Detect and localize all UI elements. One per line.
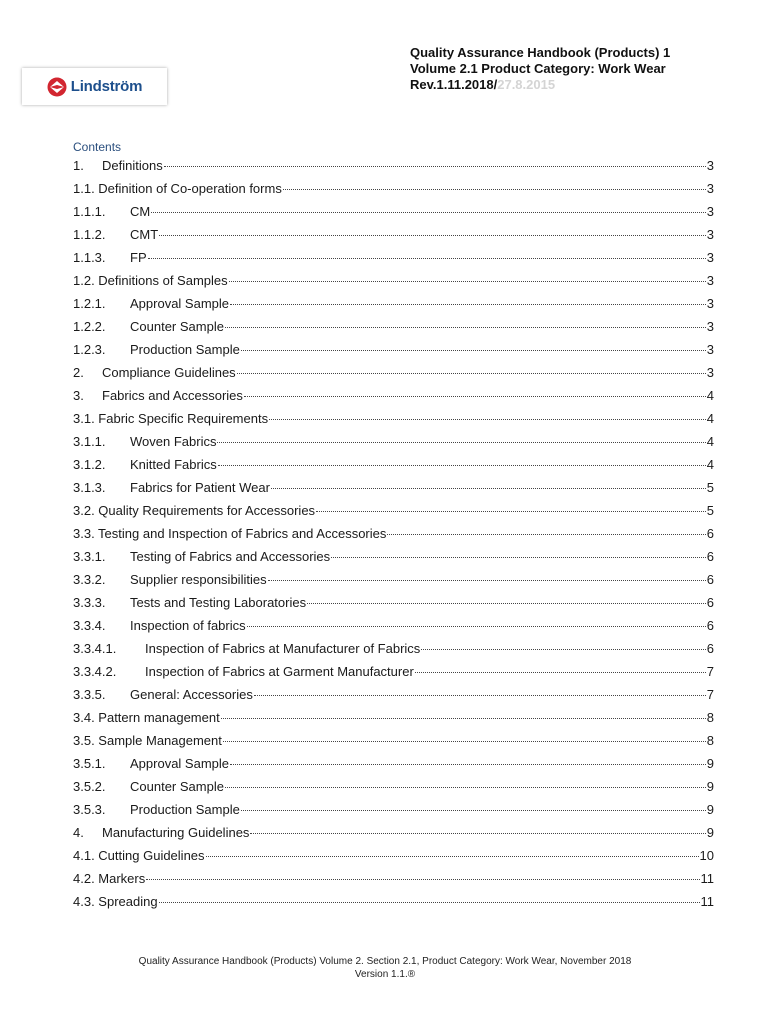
- toc-entry-title: Compliance Guidelines: [102, 365, 236, 380]
- toc-entry-title: Fabrics for Patient Wear: [130, 480, 270, 495]
- revision: Rev.1.11.2018/: [410, 77, 498, 92]
- toc-entry-page: 11: [700, 894, 714, 909]
- toc-entry[interactable]: [73, 315, 714, 338]
- toc-entry[interactable]: [73, 752, 714, 775]
- toc-entry-title: 4.1. Cutting Guidelines: [73, 848, 205, 863]
- toc-entry[interactable]: [73, 407, 714, 430]
- toc-entry-page: 3: [706, 181, 714, 196]
- toc-entry-number: 1.1.1.: [73, 204, 106, 219]
- toc-entry-title: Supplier responsibilities: [130, 572, 267, 587]
- toc-entry[interactable]: [73, 200, 714, 223]
- toc-entry-page: 10: [699, 848, 714, 863]
- toc-entry[interactable]: [73, 338, 714, 361]
- toc-entry-title: General: Accessories: [130, 687, 253, 702]
- toc-dot-leader: [415, 672, 706, 673]
- toc-entry-number: 3.: [73, 388, 84, 403]
- toc-dot-leader: [387, 534, 705, 535]
- toc-entry[interactable]: [73, 660, 714, 683]
- toc-entry-title: 4.2. Markers: [73, 871, 146, 886]
- toc-entry-title: 1.2. Definitions of Samples: [73, 273, 228, 288]
- toc-entry[interactable]: [73, 706, 714, 729]
- toc-entry-page: 9: [706, 825, 714, 840]
- toc-dot-leader: [217, 442, 705, 443]
- toc-entry[interactable]: [73, 775, 714, 798]
- company-logo: [22, 68, 167, 105]
- lindstrom-logo-icon: [47, 77, 67, 97]
- toc-entry[interactable]: [73, 154, 714, 177]
- toc-entry-page: 5: [706, 480, 714, 495]
- toc-entry-page: 3: [706, 296, 714, 311]
- toc-entry-title: CM: [130, 204, 151, 219]
- header-title-line: Quality Assurance Handbook (Products) 1: [410, 45, 671, 60]
- toc-entry-title: Approval Sample: [130, 756, 229, 771]
- toc-entry[interactable]: [73, 269, 714, 292]
- toc-entry-number: 3.3.4.2.: [73, 664, 117, 679]
- toc-entry-number: 2.: [73, 365, 84, 380]
- toc-entry[interactable]: [73, 614, 714, 637]
- toc-entry-title: Inspection of Fabrics at Garment Manufacturer: [145, 664, 414, 679]
- toc-dot-leader: [316, 511, 706, 512]
- toc-entry-number: 3.3.1.: [73, 549, 106, 564]
- toc-entry-title: 1.1. Definition of Co-operation forms: [73, 181, 282, 196]
- toc-dot-leader: [254, 695, 706, 696]
- toc-entry-number: 3.5.2.: [73, 779, 106, 794]
- toc-dot-leader: [283, 189, 706, 190]
- toc-dot-leader: [307, 603, 706, 604]
- toc-entry[interactable]: [73, 292, 714, 315]
- toc-entry-page: 3: [706, 250, 714, 265]
- toc-entry-page: 11: [700, 871, 714, 886]
- toc-entry[interactable]: [73, 637, 714, 660]
- toc-entry-title: Woven Fabrics: [130, 434, 217, 449]
- toc-entry-number: 3.1.2.: [73, 457, 106, 472]
- toc-dot-leader: [159, 902, 700, 903]
- toc-entry-number: 1.2.1.: [73, 296, 106, 311]
- toc-entry-page: 8: [706, 710, 714, 725]
- toc-entry-page: 4: [706, 434, 714, 449]
- toc-entry-page: 8: [706, 733, 714, 748]
- toc-entry[interactable]: [73, 177, 714, 200]
- toc-entry[interactable]: [73, 453, 714, 476]
- revision-date: 27.8.2015: [497, 77, 556, 92]
- toc-entry-title: Fabrics and Accessories: [102, 388, 243, 403]
- toc-dot-leader: [151, 212, 706, 213]
- toc-dot-leader: [223, 741, 706, 742]
- toc-entry-page: 5: [706, 503, 714, 518]
- toc-entry-title: Knitted Fabrics: [130, 457, 217, 472]
- toc-entry-number: 1.2.3.: [73, 342, 106, 357]
- toc-entry-title: Testing of Fabrics and Accessories: [130, 549, 331, 564]
- toc-dot-leader: [421, 649, 705, 650]
- toc-entry-page: 6: [706, 641, 714, 656]
- toc-entry-page: 6: [706, 618, 714, 633]
- toc-entry[interactable]: [73, 591, 714, 614]
- toc-entry-page: 3: [706, 319, 714, 334]
- toc-entry-page: 9: [706, 802, 714, 817]
- toc-entry-number: 1.2.2.: [73, 319, 106, 334]
- toc-entry-number: 1.1.3.: [73, 250, 106, 265]
- toc-entry-page: 4: [706, 411, 714, 426]
- toc-entry[interactable]: [73, 568, 714, 591]
- toc-entry-number: 3.3.2.: [73, 572, 106, 587]
- toc-entry-title: Counter Sample: [130, 319, 224, 334]
- toc-entry-page: 3: [706, 227, 714, 242]
- toc-entry[interactable]: [73, 867, 714, 890]
- toc-entry-number: 3.3.5.: [73, 687, 106, 702]
- toc-dot-leader: [250, 833, 705, 834]
- toc-entry[interactable]: [73, 890, 714, 913]
- toc-entry[interactable]: [73, 476, 714, 499]
- toc-entry-number: 3.1.1.: [73, 434, 106, 449]
- toc-entry-page: 3: [706, 365, 714, 380]
- toc-entry-page: 3: [706, 204, 714, 219]
- toc-dot-leader: [148, 258, 706, 259]
- toc-entry-page: 6: [706, 572, 714, 587]
- toc-entry-page: 6: [706, 549, 714, 564]
- toc-entry[interactable]: [73, 522, 714, 545]
- toc-entry-title: Manufacturing Guidelines: [102, 825, 250, 840]
- toc-dot-leader: [164, 166, 706, 167]
- toc-entry-number: 3.1.3.: [73, 480, 106, 495]
- toc-entry-title: 3.1. Fabric Specific Requirements: [73, 411, 269, 426]
- toc-entry-title: 4.3. Spreading: [73, 894, 158, 909]
- toc-entry[interactable]: [73, 545, 714, 568]
- footer-title: Quality Assurance Handbook (Products) Volume 2. Section 2.1, Product Category: Work Wear, November 2018: [138, 956, 632, 967]
- toc-entry-number: 3.3.3.: [73, 595, 106, 610]
- toc-dot-leader: [230, 764, 706, 765]
- toc-dot-leader: [146, 879, 699, 880]
- toc-entry-title: Production Sample: [130, 342, 240, 357]
- toc-entry-title: Production Sample: [130, 802, 240, 817]
- toc-entry-number: 3.5.3.: [73, 802, 106, 817]
- toc-entry-page: 3: [706, 342, 714, 357]
- toc-entry[interactable]: [73, 384, 714, 407]
- toc-entry-title: Inspection of fabrics: [130, 618, 246, 633]
- toc-dot-leader: [244, 396, 706, 397]
- toc-dot-leader: [237, 373, 706, 374]
- toc-entry[interactable]: [73, 798, 714, 821]
- toc-entry-number: 1.1.2.: [73, 227, 106, 242]
- toc-entry-page: 7: [706, 664, 714, 679]
- toc-entry[interactable]: [73, 729, 714, 752]
- toc-entry-title: FP: [130, 250, 147, 265]
- footer-version: Version 1.1.®: [354, 969, 416, 980]
- toc-dot-leader: [241, 350, 706, 351]
- toc-dot-leader: [269, 419, 706, 420]
- toc-dot-leader: [225, 787, 706, 788]
- toc-entry-title: 3.2. Quality Requirements for Accessories: [73, 503, 316, 518]
- toc-entry-title: 3.4. Pattern management: [73, 710, 220, 725]
- toc-entry[interactable]: [73, 246, 714, 269]
- toc-entry-title: 3.3. Testing and Inspection of Fabrics and Accessories: [73, 526, 387, 541]
- toc-entry[interactable]: [73, 361, 714, 384]
- logo-wordmark: Lindström: [70, 78, 143, 95]
- document-header: [410, 45, 730, 93]
- toc-dot-leader: [159, 235, 706, 236]
- toc-entry-page: 4: [706, 388, 714, 403]
- toc-dot-leader: [230, 304, 706, 305]
- toc-entry-number: 1.: [73, 158, 84, 173]
- toc-dot-leader: [206, 856, 699, 857]
- toc-entry-number: 4.: [73, 825, 84, 840]
- contents-heading: Contents: [73, 140, 122, 154]
- toc-dot-leader: [271, 488, 706, 489]
- toc-entry-page: 3: [706, 158, 714, 173]
- toc-entry-title: Approval Sample: [130, 296, 229, 311]
- toc-entry-title: Inspection of Fabrics at Manufacturer of Fabrics: [145, 641, 421, 656]
- toc-dot-leader: [218, 465, 706, 466]
- toc-entry[interactable]: [73, 683, 714, 706]
- toc-entry-page: 9: [706, 779, 714, 794]
- table-of-contents: [73, 154, 714, 913]
- toc-entry-page: 6: [706, 526, 714, 541]
- header-volume-line: Volume 2.1 Product Category: Work Wear: [410, 61, 666, 76]
- toc-entry[interactable]: [73, 844, 714, 867]
- toc-entry-page: 3: [706, 273, 714, 288]
- toc-entry[interactable]: [73, 821, 714, 844]
- toc-entry-page: 7: [706, 687, 714, 702]
- toc-entry-title: Definitions: [102, 158, 163, 173]
- toc-dot-leader: [247, 626, 706, 627]
- toc-entry[interactable]: [73, 430, 714, 453]
- toc-dot-leader: [225, 327, 706, 328]
- toc-entry[interactable]: [73, 223, 714, 246]
- toc-entry-page: 9: [706, 756, 714, 771]
- header-revision-line: [410, 77, 730, 93]
- toc-dot-leader: [221, 718, 706, 719]
- toc-entry-title: CMT: [130, 227, 159, 242]
- toc-entry-number: 3.3.4.: [73, 618, 106, 633]
- toc-dot-leader: [229, 281, 706, 282]
- toc-dot-leader: [331, 557, 706, 558]
- page-footer: [0, 955, 770, 981]
- toc-dot-leader: [268, 580, 706, 581]
- toc-entry[interactable]: [73, 499, 714, 522]
- toc-dot-leader: [241, 810, 706, 811]
- toc-entry-title: Counter Sample: [130, 779, 224, 794]
- toc-entry-number: 3.3.4.1.: [73, 641, 117, 656]
- toc-entry-page: 6: [706, 595, 714, 610]
- toc-entry-number: 3.5.1.: [73, 756, 106, 771]
- toc-entry-title: Tests and Testing Laboratories: [130, 595, 307, 610]
- toc-entry-title: 3.5. Sample Management: [73, 733, 222, 748]
- toc-entry-page: 4: [706, 457, 714, 472]
